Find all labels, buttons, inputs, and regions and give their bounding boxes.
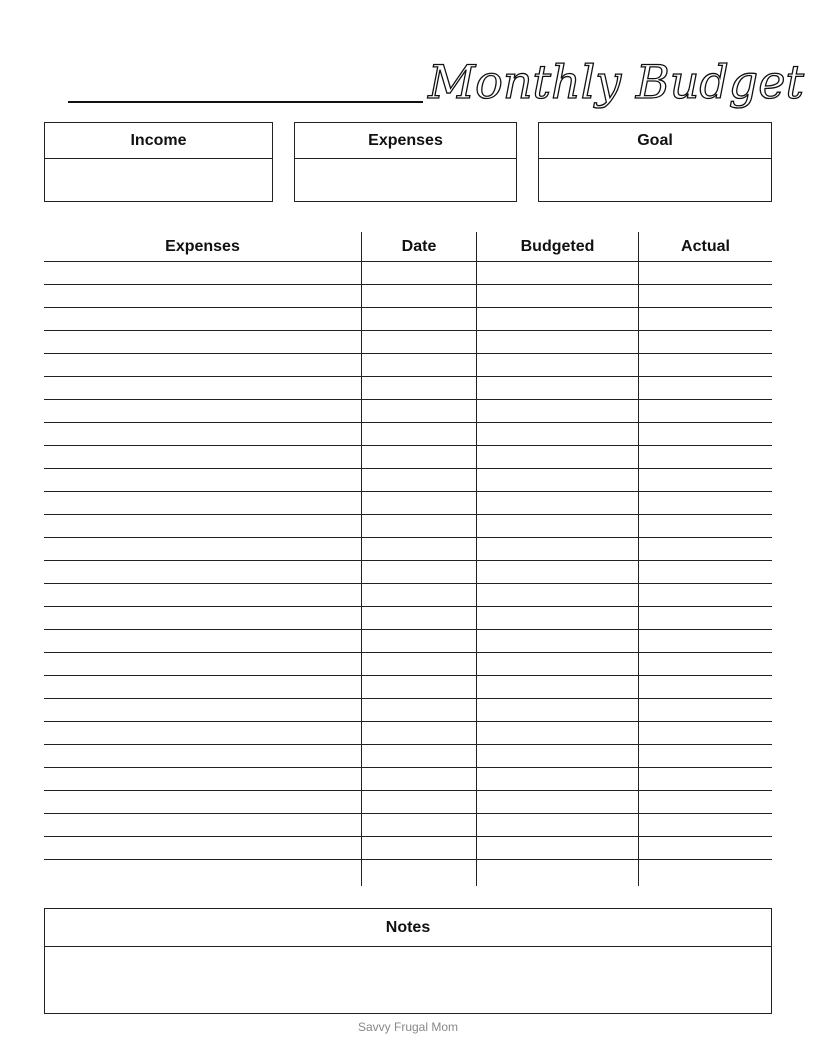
notes-box: [44, 908, 772, 1014]
goal-box: [538, 122, 772, 202]
income-label: Income: [45, 123, 272, 159]
table-row[interactable]: [44, 606, 772, 607]
table-row[interactable]: [44, 537, 772, 538]
table-row[interactable]: [44, 767, 772, 768]
table-row[interactable]: [44, 422, 772, 423]
table-row[interactable]: [44, 491, 772, 492]
table-row[interactable]: [44, 583, 772, 584]
table-row[interactable]: [44, 629, 772, 630]
table-row[interactable]: [44, 261, 772, 262]
table-row[interactable]: [44, 560, 772, 561]
income-field[interactable]: [45, 159, 272, 201]
table-row[interactable]: [44, 468, 772, 469]
table-row[interactable]: [44, 330, 772, 331]
footer-credit: Savvy Frugal Mom: [357, 1020, 459, 1034]
table-row[interactable]: [44, 284, 772, 285]
table-row[interactable]: [44, 675, 772, 676]
notes-label: Notes: [45, 909, 771, 947]
income-box: [44, 122, 273, 202]
column-header-date: Date: [401, 237, 437, 255]
table-row[interactable]: [44, 859, 772, 860]
table-row[interactable]: [44, 813, 772, 814]
table-row[interactable]: [44, 399, 772, 400]
page-title: [428, 46, 804, 126]
table-row[interactable]: [44, 652, 772, 653]
table-row[interactable]: [44, 744, 772, 745]
column-header-budgeted: Budgeted: [520, 237, 595, 255]
table-row[interactable]: [44, 353, 772, 354]
table-row[interactable]: [44, 721, 772, 722]
expenses-label: Expenses: [295, 123, 516, 159]
expenses-field[interactable]: [295, 159, 516, 201]
table-row[interactable]: [44, 376, 772, 377]
table-row[interactable]: [44, 514, 772, 515]
table-row[interactable]: [44, 445, 772, 446]
expenses-box: [294, 122, 517, 202]
goal-field[interactable]: [539, 159, 771, 201]
goal-label: Goal: [539, 123, 771, 159]
column-header-expenses: Expenses: [165, 237, 240, 255]
table-row[interactable]: [44, 836, 772, 837]
name-line[interactable]: [68, 101, 423, 103]
table-row[interactable]: [44, 790, 772, 791]
table-row[interactable]: [44, 698, 772, 699]
page-title-text: Monthly Budget: [428, 55, 804, 109]
table-row[interactable]: [44, 307, 772, 308]
column-header-actual: Actual: [681, 237, 730, 255]
